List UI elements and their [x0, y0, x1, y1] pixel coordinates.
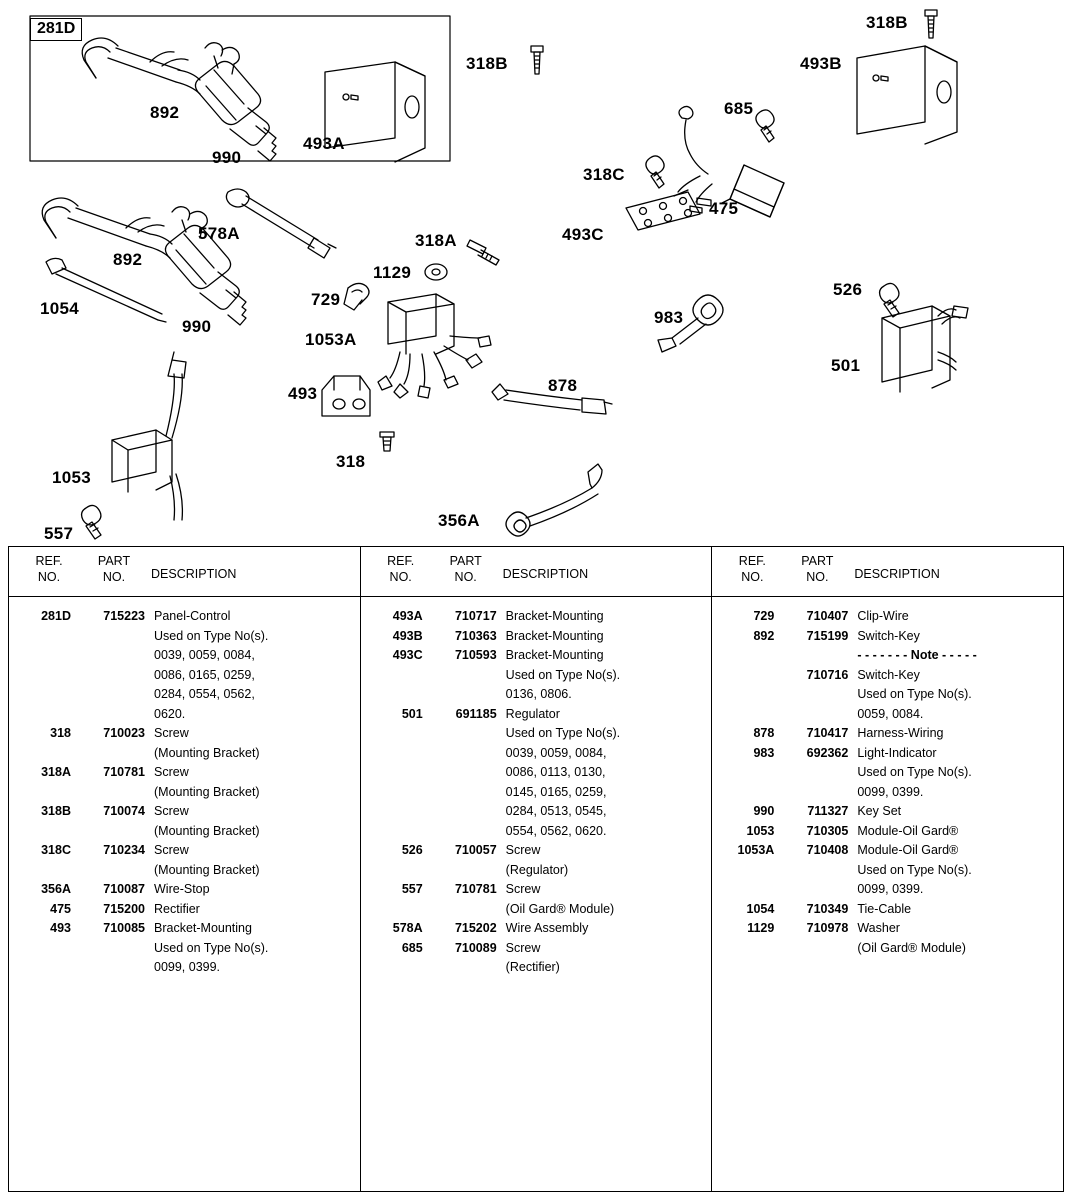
- cell-part-no: [75, 685, 145, 705]
- callout-318C: 318C: [583, 165, 625, 184]
- cell-part-no: [778, 880, 848, 900]
- column-body-1: [9, 597, 360, 978]
- table-row: [712, 919, 1063, 939]
- cell-part-no: 715223: [103, 609, 145, 623]
- table-row: [9, 607, 360, 627]
- table-row: [361, 919, 712, 939]
- header-part-no: [786, 554, 848, 585]
- table-row: [361, 763, 712, 783]
- cell-description: (Mounting Bracket): [154, 862, 260, 877]
- table-row: [712, 939, 1063, 959]
- header-ref-no: [375, 554, 427, 585]
- cell-description: - - - - - - - Note - - - - -: [857, 648, 977, 662]
- column-header-2: [361, 547, 712, 597]
- callout-493B: 493B: [800, 54, 842, 73]
- table-row: [9, 627, 360, 647]
- cell-part-no: [75, 822, 145, 842]
- callout-983: 983: [654, 308, 684, 327]
- cell-part-no: [75, 939, 145, 959]
- cell-part-no: [75, 783, 145, 803]
- cell-part-no: 710781: [103, 765, 145, 779]
- cell-ref-no: 1129: [747, 921, 775, 935]
- cell-part-no: [427, 822, 497, 842]
- table-row: [712, 627, 1063, 647]
- header-part-line2: NO.: [102, 569, 126, 584]
- cell-ref-no: 1053: [746, 823, 775, 838]
- cell-part-no: [427, 783, 497, 803]
- cell-part-no: [75, 646, 145, 666]
- table-row: [361, 666, 712, 686]
- table-row: [712, 763, 1063, 783]
- table-row: [9, 958, 360, 978]
- table-row: [9, 763, 360, 783]
- cell-description: Used on Type No(s).: [857, 765, 972, 779]
- callout-356A: 356A: [438, 511, 480, 530]
- cell-description: (Regulator): [505, 862, 569, 877]
- cell-ref-no: [712, 939, 778, 959]
- cell-part-no: [427, 861, 497, 881]
- parts-column-1: [9, 547, 360, 1191]
- cell-part-no: 710349: [806, 901, 849, 916]
- cell-description: Screw: [154, 765, 189, 779]
- cell-ref-no: [361, 763, 427, 783]
- cell-description: 0099, 0399.: [154, 960, 221, 974]
- cell-description: 0620.: [154, 706, 186, 721]
- header-part-line1: PART: [449, 554, 482, 568]
- cell-part-no: [427, 666, 497, 686]
- header-description: DESCRIPTION: [151, 567, 237, 581]
- cell-description: 0284, 0513, 0545,: [505, 804, 607, 818]
- cell-ref-no: [361, 822, 427, 842]
- cell-description: Module-Oil Gard®: [857, 843, 959, 857]
- cell-part-no: 710057: [454, 843, 497, 857]
- cell-part-no: [778, 763, 848, 783]
- header-part-line1: PART: [97, 554, 131, 568]
- cell-description: Screw: [505, 940, 541, 955]
- callout-526: 526: [833, 280, 863, 299]
- cell-part-no: [427, 685, 497, 705]
- cell-ref-no: [361, 802, 427, 822]
- cell-part-no: [778, 861, 848, 881]
- callout-493: 493: [288, 384, 318, 403]
- cell-description: 0039, 0059, 0084,: [154, 648, 255, 662]
- table-row: [9, 822, 360, 842]
- cell-description: Light-Indicator: [857, 745, 937, 760]
- cell-description: Tie-Cable: [857, 901, 912, 916]
- column-body-3: [712, 597, 1063, 958]
- cell-ref-no: 557: [401, 882, 423, 896]
- table-row: [361, 646, 712, 666]
- table-row: [9, 744, 360, 764]
- cell-ref-no: 493B: [392, 628, 423, 643]
- cell-part-no: 710363: [454, 628, 497, 643]
- table-row: [361, 685, 712, 705]
- cell-part-no: 715202: [454, 921, 497, 935]
- callout-475: 475: [709, 199, 739, 218]
- cell-ref-no: [361, 783, 427, 803]
- cell-part-no: [75, 666, 145, 686]
- cell-part-no: [75, 744, 145, 764]
- table-row: [712, 646, 1063, 666]
- table-row: [361, 724, 712, 744]
- table-row: [361, 627, 712, 647]
- header-part-line2: NO.: [806, 569, 829, 584]
- callout-501: 501: [831, 356, 861, 375]
- callout-318B-right: 318B: [866, 13, 908, 32]
- header-ref-no: [23, 554, 75, 585]
- table-row: [712, 900, 1063, 920]
- table-row: [9, 646, 360, 666]
- cell-part-no: [427, 900, 497, 920]
- table-row: [9, 919, 360, 939]
- cell-part-no: [75, 958, 145, 978]
- header-description: DESCRIPTION: [854, 567, 940, 581]
- header-ref-no: [726, 554, 778, 585]
- cell-part-no: 710085: [103, 921, 145, 935]
- column-header-3: [712, 547, 1063, 597]
- header-part-line2: NO.: [454, 569, 477, 584]
- cell-ref-no: [712, 783, 778, 803]
- cell-part-no: 710087: [103, 882, 145, 896]
- table-row: [9, 705, 360, 725]
- table-row: [9, 802, 360, 822]
- table-row: [712, 841, 1063, 861]
- cell-part-no: [427, 802, 497, 822]
- callout-878: 878: [548, 376, 578, 395]
- cell-description: Panel-Control: [154, 609, 231, 623]
- cell-ref-no: 318A: [41, 765, 71, 779]
- cell-part-no: [75, 627, 145, 647]
- cell-description: Bracket-Mounting: [505, 609, 604, 623]
- cell-ref-no: 1053A: [737, 843, 775, 857]
- table-row: [361, 802, 712, 822]
- cell-part-no: 710023: [103, 726, 145, 740]
- cell-part-no: [427, 958, 497, 978]
- cell-description: (Mounting Bracket): [154, 745, 260, 760]
- cell-description: 0554, 0562, 0620.: [505, 823, 607, 838]
- callout-318B-left: 318B: [466, 54, 508, 73]
- cell-ref-no: [712, 646, 778, 666]
- callout-1053: 1053: [52, 468, 92, 487]
- cell-description: Used on Type No(s).: [857, 687, 972, 701]
- cell-ref-no: [9, 783, 75, 803]
- table-row: [361, 958, 712, 978]
- cell-ref-no: [9, 939, 75, 959]
- cell-ref-no: [712, 861, 778, 881]
- cell-ref-no: 501: [401, 706, 423, 721]
- cell-description: Bracket-Mounting: [154, 921, 252, 935]
- cell-part-no: [778, 646, 848, 666]
- table-row: [712, 685, 1063, 705]
- header-ref-line2: NO.: [389, 569, 412, 584]
- cell-part-no: 710978: [806, 921, 849, 935]
- column-header-1: [9, 547, 360, 597]
- table-row: [712, 802, 1063, 822]
- cell-description: Harness-Wiring: [857, 726, 944, 740]
- cell-ref-no: 493C: [392, 648, 423, 662]
- cell-description: (Oil Gard® Module): [505, 901, 615, 916]
- cell-description: 0136, 0806.: [505, 687, 572, 701]
- cell-description: Screw: [154, 804, 189, 818]
- table-row: [361, 841, 712, 861]
- cell-ref-no: [712, 666, 778, 686]
- cell-ref-no: [9, 685, 75, 705]
- table-row: [9, 841, 360, 861]
- cell-part-no: 710716: [806, 667, 849, 682]
- table-row: [361, 607, 712, 627]
- callout-729: 729: [311, 290, 341, 309]
- cell-description: 0099, 0399.: [857, 882, 924, 896]
- header-part-no: [435, 554, 497, 585]
- cell-description: 0059, 0084.: [857, 706, 924, 721]
- parts-column-2: [360, 547, 712, 1191]
- cell-description: Bracket-Mounting: [505, 628, 604, 643]
- cell-ref-no: [361, 861, 427, 881]
- cell-ref-no: [9, 646, 75, 666]
- callout-685: 685: [724, 99, 754, 118]
- cell-ref-no: 318B: [41, 804, 71, 818]
- table-row: [361, 861, 712, 881]
- cell-part-no: [778, 685, 848, 705]
- cell-ref-no: 356A: [41, 882, 71, 896]
- cell-ref-no: [9, 822, 75, 842]
- cell-part-no: 710717: [454, 609, 497, 623]
- table-row: [712, 861, 1063, 881]
- callout-318: 318: [336, 452, 366, 471]
- table-row: [9, 880, 360, 900]
- header-ref-line2: NO.: [741, 569, 764, 584]
- cell-description: Switch-Key: [857, 667, 920, 682]
- table-row: [361, 880, 712, 900]
- table-row: [361, 783, 712, 803]
- callout-892-top: 892: [150, 103, 180, 122]
- cell-ref-no: [9, 666, 75, 686]
- table-row: [361, 744, 712, 764]
- callout-493C: 493C: [562, 225, 604, 244]
- cell-description: Regulator: [505, 706, 560, 721]
- cell-description: 0086, 0165, 0259,: [154, 667, 255, 682]
- cell-description: Screw: [154, 843, 189, 857]
- header-description: DESCRIPTION: [502, 567, 589, 581]
- cell-description: Wire Assembly: [505, 921, 589, 935]
- cell-ref-no: [361, 666, 427, 686]
- callout-318A: 318A: [415, 231, 457, 250]
- cell-part-no: 711327: [807, 804, 849, 818]
- callout-990-top: 990: [212, 148, 242, 167]
- cell-description: 0039, 0059, 0084,: [505, 745, 607, 760]
- table-row: [712, 783, 1063, 803]
- cell-ref-no: 493: [50, 921, 71, 935]
- cell-ref-no: 318: [50, 726, 71, 740]
- table-row: [9, 783, 360, 803]
- callout-1053A: 1053A: [305, 330, 357, 349]
- table-row: [712, 705, 1063, 725]
- table-row: [9, 939, 360, 959]
- cell-description: Used on Type No(s).: [505, 667, 621, 682]
- cell-part-no: 710408: [806, 843, 849, 857]
- cell-ref-no: [712, 880, 778, 900]
- cell-ref-no: [712, 685, 778, 705]
- cell-ref-no: [9, 958, 75, 978]
- cell-ref-no: [9, 861, 75, 881]
- header-ref-line1: REF.: [35, 554, 63, 568]
- cell-part-no: [427, 744, 497, 764]
- cell-description: 0086, 0113, 0130,: [505, 765, 606, 779]
- cell-description: Screw: [505, 843, 541, 857]
- cell-part-no: 710593: [454, 648, 497, 662]
- header-ref-line1: REF.: [738, 554, 766, 568]
- cell-ref-no: [361, 958, 427, 978]
- cell-description: Used on Type No(s).: [154, 940, 269, 955]
- cell-description: Wire-Stop: [154, 882, 210, 896]
- cell-part-no: [427, 763, 497, 783]
- cell-part-no: 710074: [103, 804, 145, 818]
- cell-ref-no: 983: [753, 745, 775, 760]
- cell-part-no: 715200: [103, 901, 145, 916]
- cell-ref-no: 475: [50, 901, 71, 916]
- cell-part-no: 710781: [454, 882, 497, 896]
- cell-description: 0284, 0554, 0562,: [154, 687, 255, 701]
- cell-ref-no: 493A: [392, 609, 423, 623]
- table-row: [712, 880, 1063, 900]
- cell-ref-no: [9, 744, 75, 764]
- cell-description: Screw: [154, 726, 189, 740]
- table-row: [9, 666, 360, 686]
- cell-ref-no: 990: [753, 804, 775, 818]
- cell-ref-no: [712, 763, 778, 783]
- column-body-2: [361, 597, 712, 978]
- table-row: [9, 861, 360, 881]
- callout-990-mid: 990: [182, 317, 212, 336]
- table-row: [712, 607, 1063, 627]
- cell-part-no: 710417: [806, 726, 849, 740]
- cell-description: 0099, 0399.: [857, 784, 924, 799]
- cell-ref-no: [361, 724, 427, 744]
- cell-part-no: 710234: [103, 843, 145, 857]
- callout-892-mid: 892: [113, 250, 143, 269]
- cell-ref-no: 892: [753, 628, 775, 643]
- table-row: [361, 705, 712, 725]
- cell-ref-no: [9, 627, 75, 647]
- cell-description: Key Set: [857, 804, 902, 818]
- cell-description: (Rectifier): [505, 960, 560, 974]
- cell-ref-no: [361, 744, 427, 764]
- callout-557: 557: [44, 524, 74, 543]
- header-ref-line2: NO.: [37, 569, 61, 584]
- cell-description: (Mounting Bracket): [154, 823, 260, 838]
- cell-part-no: 692362: [806, 745, 849, 760]
- cell-description: Switch-Key: [857, 628, 920, 643]
- cell-description: Used on Type No(s).: [154, 628, 269, 643]
- cell-ref-no: [361, 900, 427, 920]
- cell-description: 0145, 0165, 0259,: [505, 784, 607, 799]
- cell-description: Clip-Wire: [857, 609, 909, 623]
- exploded-parts-illustration: [0, 0, 1073, 545]
- callout-493A: 493A: [303, 134, 345, 153]
- cell-part-no: [75, 705, 145, 725]
- table-row: [361, 900, 712, 920]
- cell-description: Module-Oil Gard®: [857, 823, 959, 838]
- cell-description: Screw: [505, 882, 541, 896]
- cell-description: (Oil Gard® Module): [857, 940, 966, 955]
- callout-1054: 1054: [40, 299, 80, 318]
- table-row: [9, 685, 360, 705]
- cell-ref-no: 281D: [41, 609, 71, 623]
- cell-description: Washer: [857, 921, 900, 935]
- cell-ref-no: 526: [401, 843, 423, 857]
- table-row: [361, 822, 712, 842]
- table-row: [712, 822, 1063, 842]
- parts-column-3: [711, 547, 1063, 1191]
- cell-part-no: 715199: [806, 628, 849, 643]
- cell-ref-no: [361, 685, 427, 705]
- cell-description: Rectifier: [154, 901, 200, 916]
- table-row: [712, 666, 1063, 686]
- cell-ref-no: 729: [753, 609, 775, 623]
- cell-ref-no: [712, 705, 778, 725]
- table-row: [712, 744, 1063, 764]
- cell-description: Used on Type No(s).: [857, 862, 972, 877]
- table-row: [361, 939, 712, 959]
- cell-description: Used on Type No(s).: [505, 726, 621, 740]
- cell-ref-no: 878: [753, 726, 775, 740]
- cell-ref-no: [9, 705, 75, 725]
- cell-ref-no: 1054: [746, 901, 775, 916]
- callout-1129: 1129: [373, 263, 412, 282]
- header-ref-line1: REF.: [387, 554, 415, 568]
- table-row: [9, 900, 360, 920]
- cell-part-no: [778, 939, 848, 959]
- illustration-vector: [0, 0, 1073, 545]
- cell-ref-no: 578A: [392, 921, 423, 935]
- cell-description: Bracket-Mounting: [505, 648, 604, 662]
- callout-578A: 578A: [198, 224, 240, 243]
- parts-list-table: [8, 546, 1064, 1192]
- cell-part-no: 710305: [806, 823, 849, 838]
- header-part-line1: PART: [801, 554, 834, 568]
- cell-ref-no: 318C: [41, 843, 71, 857]
- cell-part-no: [427, 724, 497, 744]
- cell-part-no: 710407: [806, 609, 849, 623]
- cell-part-no: [778, 783, 848, 803]
- cell-description: (Mounting Bracket): [154, 784, 260, 799]
- header-part-no: [83, 554, 145, 585]
- cell-part-no: 691185: [455, 706, 497, 721]
- table-row: [712, 724, 1063, 744]
- table-row: [9, 724, 360, 744]
- cell-part-no: [75, 861, 145, 881]
- callout-281D: 281D: [30, 18, 82, 41]
- cell-part-no: 710089: [454, 940, 497, 955]
- cell-ref-no: 685: [401, 940, 423, 955]
- cell-part-no: [778, 705, 848, 725]
